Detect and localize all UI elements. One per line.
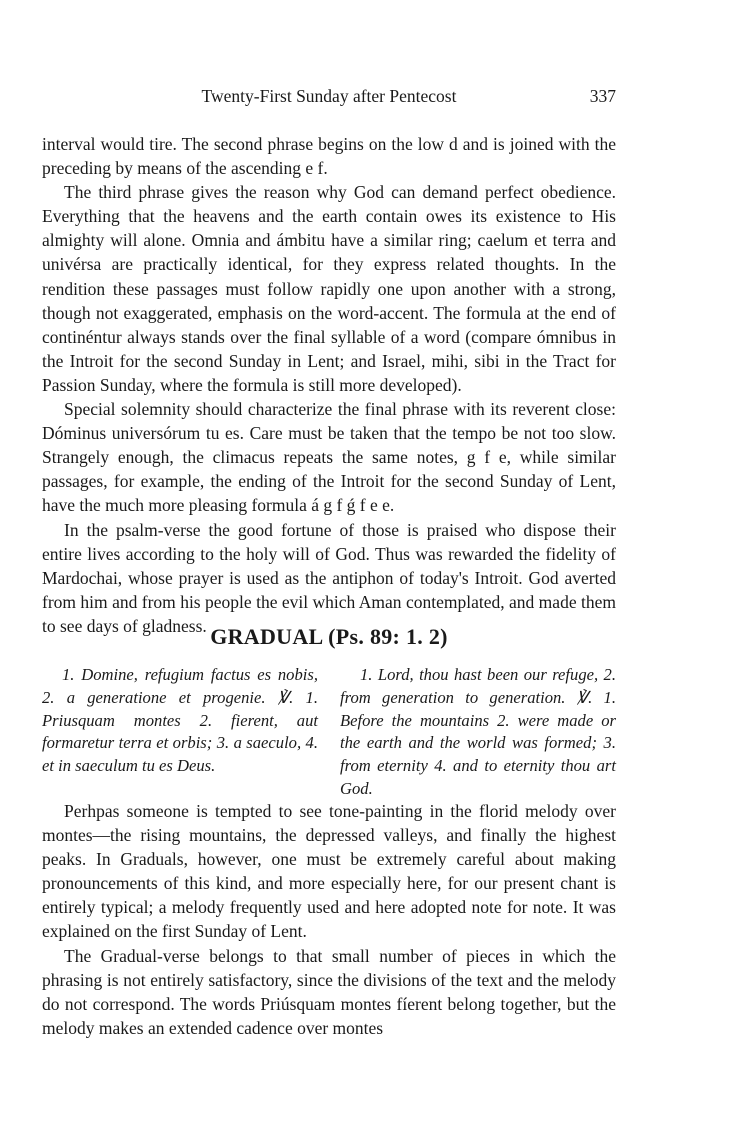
running-header: [42, 86, 616, 108]
paragraph: In the psalm-verse the good fortune of those is praised who dispose their entire lives according to the holy will of God. Thus was rewarded the fidelity of Mardochai, whose prayer is used as the antiphon of today's Introit. God averted from him and from his people the evil which Aman contemplated, and made them to see days of gladness.: [42, 519, 616, 636]
running-title: Twenty-First Sunday after Pentecost: [201, 86, 457, 106]
english-text: 1. Lord, thou hast been our refuge, 2. from generation to generation. ℣. 1. Before the mountains 2. were made or the earth and the world was formed; 3. from eternity 4. and to eternity thou art God.: [340, 665, 616, 798]
commentary-text: [42, 799, 616, 1040]
intro-text: [42, 132, 616, 638]
paragraph: The third phrase gives the reason why God can demand perfect obedience. Everything that the heavens and the earth contain owes its existence to His almighty will alone. Omnia and ámbitu have a similar ring; caelum et terra and univérsa are practically identical, for they express related thoughts. In the rendition these passages must follow rapidly one upon another with a strong, though not exaggerated, emphasis on the word-accent. The formula at the end of continéntur always stands over the final syllable of a word (compare ómnibus in the Introit for the second Sunday in Lent; and Israel, mihi, sibi in the Tract for Passion Sunday, where the formula is still more developed).: [42, 182, 616, 395]
gradual-heading: GRADUAL (Ps. 89: 1. 2): [210, 624, 448, 649]
paragraph: interval would tire. The second phrase begins on the low d and is joined with the preceding by means of the ascending e f.: [42, 134, 616, 179]
paragraph: Special solemnity should characterize the final phrase with its reverent close: Dóminus universórum tu es. Care must be taken that the tempo be not too slow. Strangely enough, the climacus repeats the same notes, g f e, while similar passages, for example, the ending of the Introit for the second Sunday of Lent, have the much more pleasing formula á g f ǵ f e e.: [42, 399, 616, 516]
page-number: 337: [589, 86, 616, 106]
paragraph: Perhpas someone is tempted to see tone-painting in the florid melody over montes—the rising mountains, the depressed valleys, and finally the highest peaks. In Graduals, however, one must be extremely careful about making pronouncements of this kind, and more especially here, for our present chant is entirely typical; a melody frequently used and here adopted note for note. It was explained on the first Sunday of Lent.: [42, 801, 616, 942]
latin-text: 1. Domine, refugium factus es nobis, 2. a generatione et progenie. ℣. 1. Priusquam montes 2. fierent, aut formaretur terra et orbis; 3. a saeculo, 4. et in saeculum tu es Deus.: [42, 665, 318, 776]
english-column: [340, 664, 616, 801]
paragraph: The Gradual-verse belongs to that small number of pieces in which the phrasing is not entirely satisfactory, since the divisions of the text and the melody do not correspond. The words Priúsquam montes fíerent belong together, but the melody makes an extended cadence over montes: [42, 945, 616, 1038]
latin-column: [42, 664, 318, 778]
